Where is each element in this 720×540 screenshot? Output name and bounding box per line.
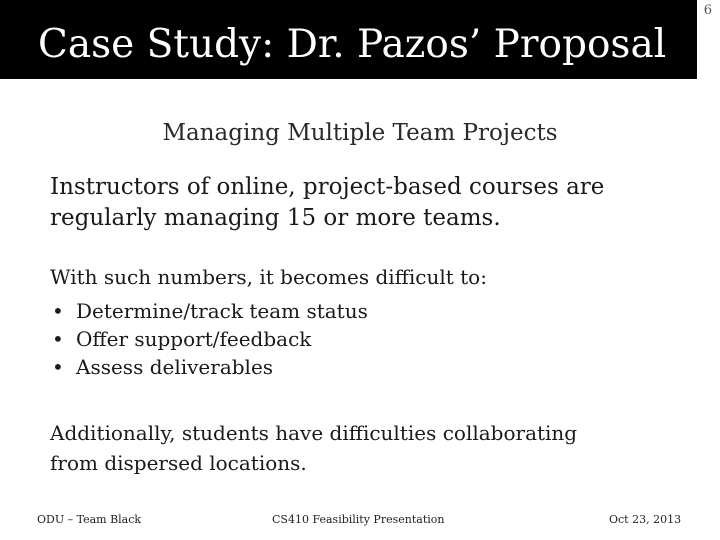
footer-team: ODU – Team Black (37, 513, 142, 526)
slide-number: 6 (703, 3, 712, 18)
difficulty-lead-text: With such numbers, it becomes difficult to: (50, 265, 487, 289)
list-item (50, 353, 368, 381)
closing-paragraph (50, 418, 690, 478)
closing-line-1: Additionally, students have difficulties collaborating (50, 421, 578, 445)
difficulty-list (50, 297, 368, 381)
slide-title: Case Study: Dr. Pazos’ Proposal (38, 22, 667, 67)
bullet-marker: • (52, 355, 64, 379)
intro-line-2: regularly managing 15 or more teams. (50, 205, 501, 231)
list-item (50, 297, 368, 325)
slide-subtitle: Managing Multiple Team Projects (162, 120, 558, 146)
list-item-text: Assess deliverables (76, 355, 274, 379)
list-item (50, 325, 368, 353)
title-bar (0, 0, 697, 79)
bullet-marker: • (52, 299, 64, 323)
list-item-text: Offer support/feedback (76, 327, 312, 351)
closing-line-2: from dispersed locations. (50, 451, 307, 475)
bullet-marker: • (52, 327, 64, 351)
intro-line-1: Instructors of online, project-based courses are (50, 174, 605, 200)
footer-presentation: CS410 Feasibility Presentation (272, 513, 445, 526)
list-item-text: Determine/track team status (76, 299, 368, 323)
intro-paragraph (50, 172, 690, 234)
footer-date: Oct 23, 2013 (609, 513, 682, 526)
